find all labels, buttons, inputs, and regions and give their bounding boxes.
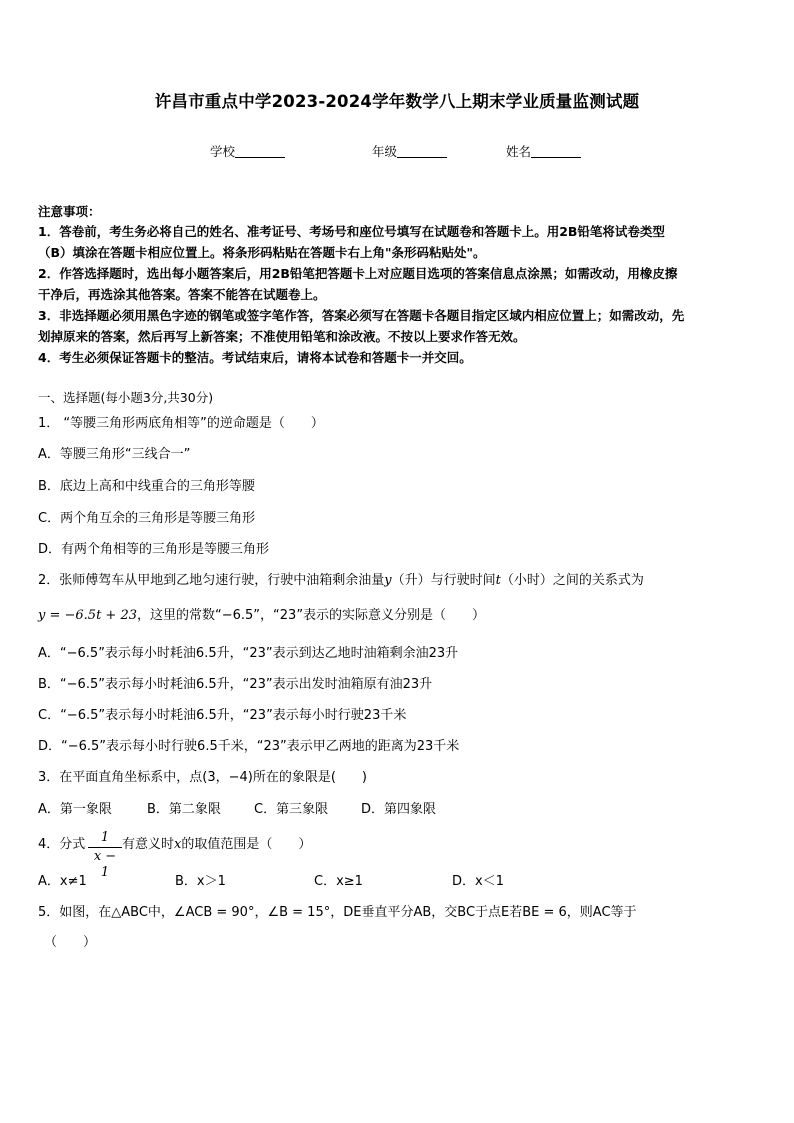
q2-text-d: ，这里的常数“−6.5”，“23”表示的实际意义分别是（ ） [137, 608, 486, 623]
q4-text-c: 的取值范围是（ ） [181, 837, 312, 852]
q4-fraction-bar [88, 847, 122, 848]
name-field [506, 142, 581, 160]
question-2-option-d[interactable]: D．“−6.5”表示每小时行驶6.5千米，“23”表示甲乙两地的距离为23千米 [38, 739, 460, 754]
note-line: 划掉原来的答案，然后再写上新答案；不准使用铅笔和涂改液。不按以上要求作答无效。 [38, 329, 526, 344]
note-line: 干净后，再选涂其他答案。答案不能答在试题卷上。 [38, 287, 326, 302]
question-3-option-a[interactable]: A．第一象限 [38, 802, 112, 817]
q2-text-c: （小时）之间的关系式为 [500, 573, 644, 588]
question-4-option-a[interactable]: A．x≠1 [38, 874, 87, 889]
question-2-option-c[interactable]: C．“−6.5”表示每小时耗油6.5升，“23”表示每小时行驶23千米 [38, 708, 407, 723]
name-label: 姓名 [506, 144, 532, 159]
question-4-option-d[interactable]: D．x＜1 [452, 874, 504, 889]
question-1-option-a[interactable]: A．等腰三角形“三线合一” [38, 447, 191, 462]
grade-label: 年级 [372, 144, 398, 159]
school-blank[interactable] [235, 145, 285, 158]
note-line: 4．考生必须保证答题卡的整洁。考试结束后，请将本试卷和答题卡一并交回。 [38, 350, 472, 365]
question-4-option-c[interactable]: C．x≥1 [314, 874, 363, 889]
question-2-stem-cont [38, 608, 485, 624]
grade-blank[interactable] [397, 145, 447, 158]
grade-field [372, 142, 447, 160]
q2-text-b: （升）与行驶时间 [391, 573, 496, 588]
q4-numerator: 1 [100, 830, 110, 845]
school-label: 学校 [210, 144, 236, 159]
q4-denominator: x − 1 [93, 849, 117, 880]
q4-text-b: 有意义时 [122, 837, 175, 852]
q2-var-t: t [495, 573, 501, 588]
question-5-stem: 5．如图，在△ABC中，∠ACB = 90°，∠B = 15°，DE垂直平分AB，交BC于点E若BE = 6，则AC等于 [38, 905, 637, 920]
note-line: （B）填涂在答题卡相应位置上。将条形码粘贴在答题卡右上角"条形码粘贴处"。 [38, 245, 486, 260]
question-1-stem: 1． “等腰三角形两底角相等”的逆命题是（ ） [38, 416, 324, 431]
q2-var-y: y [384, 573, 392, 588]
question-5-paren: （ ） [44, 935, 97, 950]
question-3-option-c[interactable]: C．第三象限 [254, 802, 329, 817]
question-2-option-b[interactable]: B．“−6.5”表示每小时耗油6.5升，“23”表示出发时油箱原有油23升 [38, 677, 433, 692]
question-3-option-b[interactable]: B．第二象限 [147, 802, 221, 817]
question-1-option-d[interactable]: D．有两个角相等的三角形是等腰三角形 [38, 542, 270, 557]
question-2-stem [38, 573, 644, 589]
q2-text-a: 2．张师傅驾车从甲地到乙地匀速行驶，行驶中油箱剩余油量 [38, 573, 385, 588]
name-blank[interactable] [531, 145, 581, 158]
question-4-stem-a: 4．分式 [38, 837, 86, 852]
question-4-option-b[interactable]: B．x＞1 [175, 874, 226, 889]
note-line: 1．答卷前，考生务必将自己的姓名、准考证号、考场号和座位号填写在试题卷和答题卡上。用2B铅笔将试卷类型 [38, 224, 665, 239]
q4-fraction [88, 830, 122, 881]
school-field [210, 142, 285, 160]
question-1-option-b[interactable]: B．底边上高和中线重合的三角形等腰 [38, 479, 255, 494]
section-heading: 一、选择题(每小题3分,共30分) [38, 390, 214, 405]
notes-heading: 注意事项： [38, 204, 101, 219]
question-2-option-a[interactable]: A．“−6.5”表示每小时耗油6.5升，“23”表示到达乙地时油箱剩余油23升 [38, 646, 459, 661]
note-line: 3．非选择题必须用黑色字迹的钢笔或签字笔作答，答案必须写在答题卡各题目指定区域内相应位置上；如需改动，先 [38, 308, 685, 323]
question-4-stem-b [122, 837, 311, 853]
exam-title: 许昌市重点中学2023-2024学年数学八上期末学业质量监测试题 [154, 92, 640, 111]
q2-formula: y = −6.5t + 23 [38, 608, 137, 623]
question-3-stem: 3．在平面直角坐标系中，点(3，−4)所在的象限是( ) [38, 770, 367, 785]
question-1-option-c[interactable]: C．两个角互余的三角形是等腰三角形 [38, 511, 256, 526]
note-line: 2．作答选择题时，选出每小题答案后，用2B铅笔把答题卡上对应题目选项的答案信息点涂黑；如需改动，用橡皮擦 [38, 266, 678, 281]
q4-var-x: x [174, 837, 182, 852]
question-3-option-d[interactable]: D．第四象限 [361, 802, 437, 817]
